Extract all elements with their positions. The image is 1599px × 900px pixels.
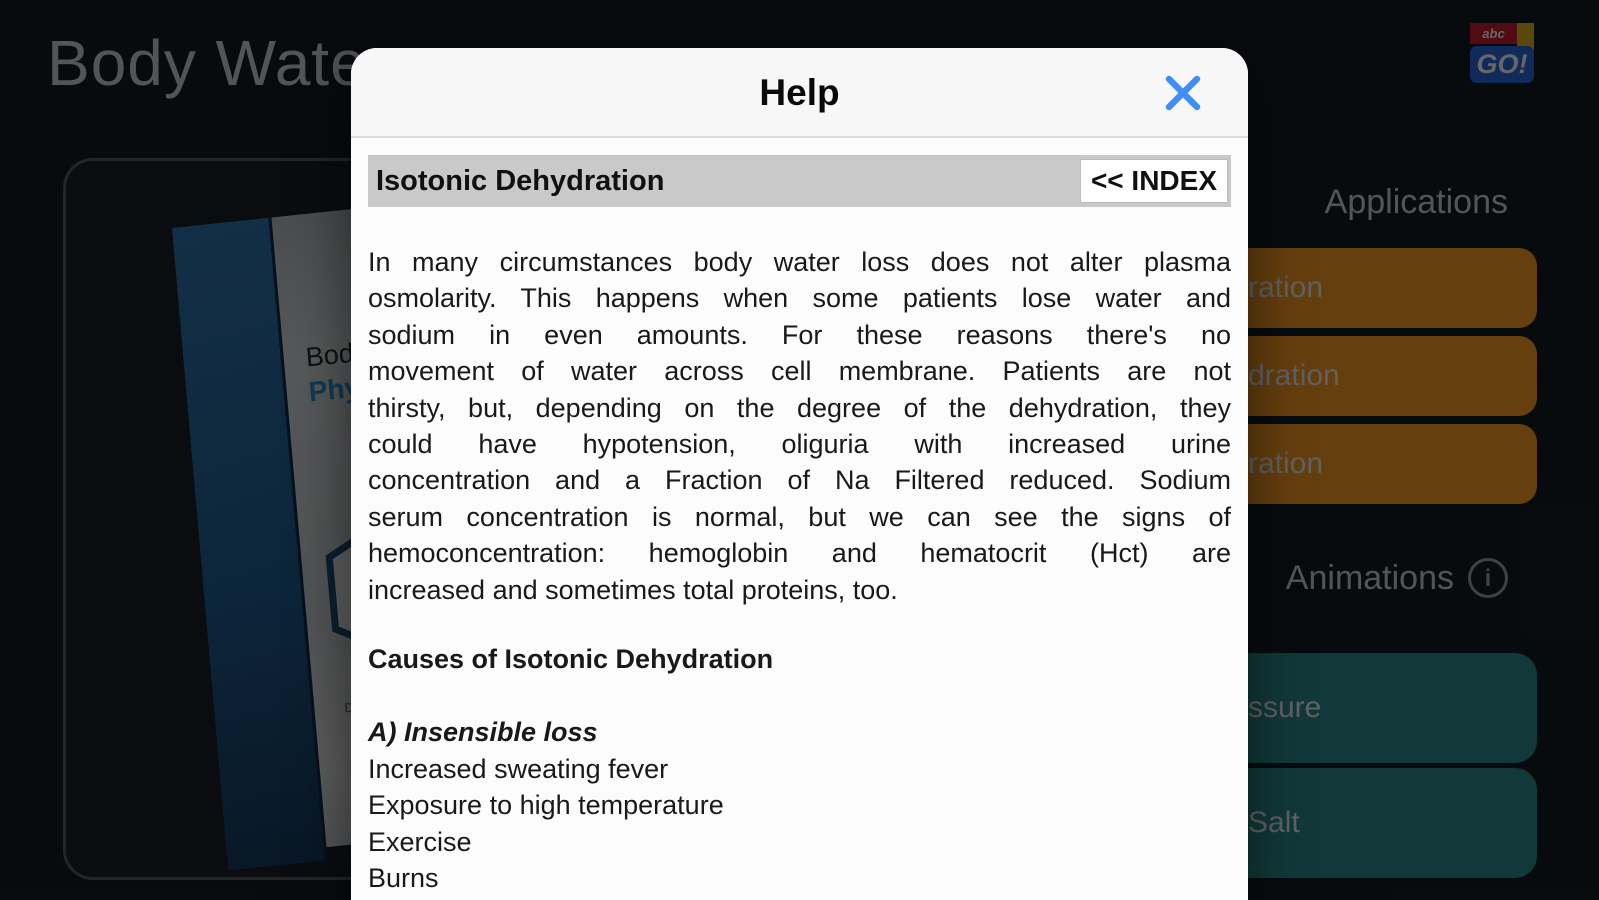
paragraph-line: osmolarity. This happens when some patients lose water and bbox=[368, 283, 1231, 314]
help-modal bbox=[351, 48, 1248, 900]
causes-heading: Causes of Isotonic Dehydration bbox=[368, 643, 774, 674]
paragraph-line: concentration and a Fraction of Na Filtered reduced. Sodium bbox=[368, 465, 1231, 496]
section-a-heading: A) Insensible loss bbox=[368, 717, 598, 748]
help-modal-title: Help bbox=[759, 72, 840, 113]
paragraph-line: movement of water across cell membrane. Patients are not bbox=[368, 356, 1231, 387]
paragraph-line: serum concentration is normal, but we can see the signs of bbox=[368, 501, 1231, 532]
paragraph-line: increased and sometimes total proteins, too. bbox=[368, 574, 898, 605]
cause-item: Burns bbox=[368, 862, 439, 893]
help-modal-header bbox=[351, 48, 1248, 138]
paragraph-line: sodium in even amounts. For these reasons there's no bbox=[368, 319, 1231, 350]
close-button[interactable] bbox=[1162, 72, 1204, 114]
paragraph-line: could have hypotension, oliguria with increased urine bbox=[368, 428, 1231, 459]
help-content bbox=[351, 244, 1248, 896]
cause-item: Exposure to high temperature bbox=[368, 790, 724, 821]
paragraph-line: In many circumstances body water loss does not alter plasma bbox=[368, 247, 1231, 277]
help-paragraph bbox=[368, 244, 1231, 608]
topic-bar bbox=[368, 155, 1231, 207]
cause-item: Exercise bbox=[368, 826, 472, 857]
topic-title: Isotonic Dehydration bbox=[376, 164, 665, 197]
cause-item: Increased sweating fever bbox=[368, 753, 669, 784]
paragraph-line: thirsty, but, depending on the degree of the dehydration, they bbox=[368, 392, 1231, 423]
close-icon bbox=[1163, 73, 1203, 113]
index-button[interactable]: << INDEX bbox=[1080, 159, 1228, 203]
paragraph-line: hemoconcentration: hemoglobin and hematocrit (Hct) are bbox=[368, 538, 1231, 569]
